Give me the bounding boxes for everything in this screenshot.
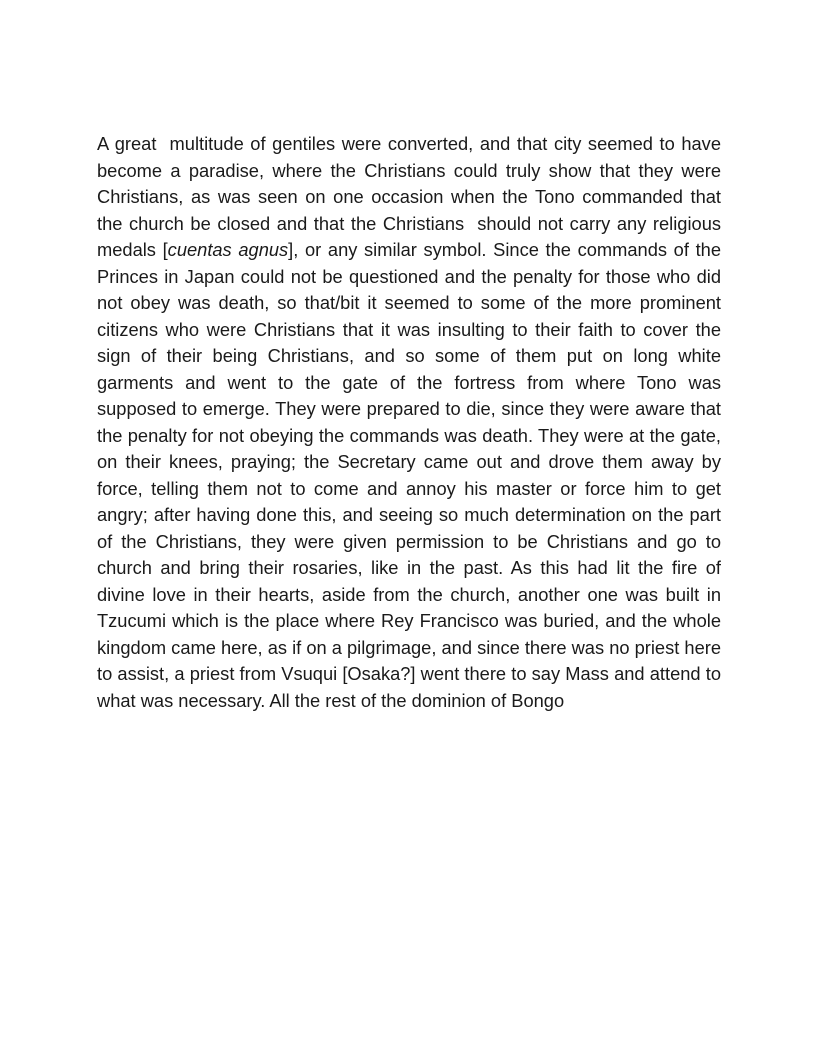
italic-phrase: cuentas agnus	[167, 239, 289, 260]
body-paragraph	[97, 131, 727, 714]
paragraph-text-start: A great multitude of gentiles were converted, and that city seemed to have become a paradise, where the Christians could truly show that they were Christians, as was seen on one occasion when the Tono commanded that the church be closed and that the Christians should not carry any religious medals [	[97, 133, 727, 260]
paragraph-text-end: ], or any similar symbol. Since the commands of the Princes in Japan could not be questioned and the penalty for those who did not obey was death, so that/bit it seemed to some of the more prominent citizens who were Christians that it was insulting to their faith to cover the sign of their being Christians, and so some of them put on long white garments and went to the gate of the fortress from where Tono was supposed to emerge. They were prepared to die, since they were aware that the penalty for not obeying the commands was death. They were at the gate, on their knees, praying; the Secretary came out and drove them away by force, telling them not to come and annoy his master or force him to get angry; after having done this, and seeing so much determination on the part of the Christians, they were given permission to be Christians and go to church and bring their rosaries, like in the past. As this had lit the fire of divine love in their hearts, aside from the church, another one was built in Tzucumi which is the place where Rey Francisco was buried, and the whole kingdom came here, as if on a pilgrimage, and since there was no priest here to assist, a priest from Vsuqui [Osaka?] went there to say Mass and attend to what was necessary. All the rest of the dominion of Bongo	[97, 239, 727, 711]
